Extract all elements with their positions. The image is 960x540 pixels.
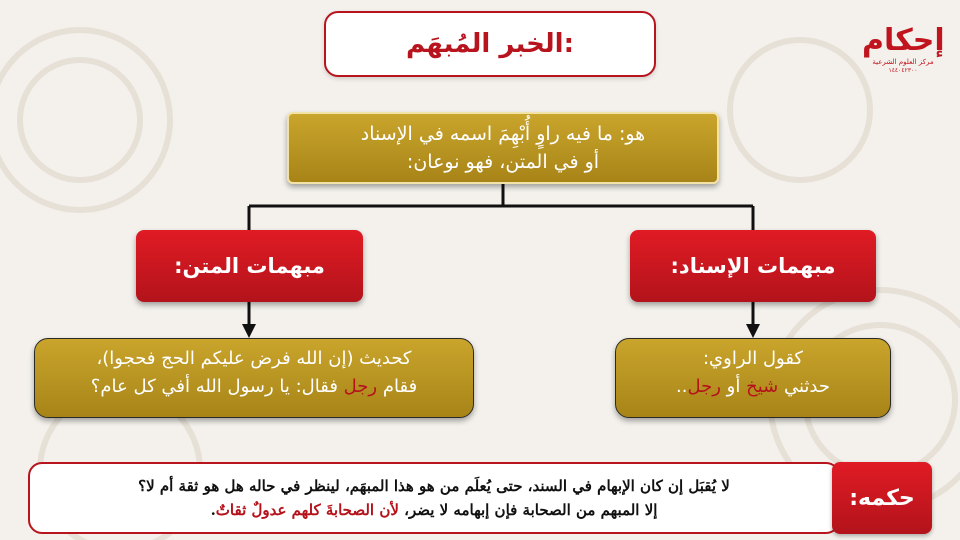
matn-example-text: فقال: يا رسول الله أفي كل عام؟	[90, 376, 344, 397]
isnad-example-text: ..	[676, 376, 688, 397]
isnad-type-box	[630, 230, 876, 302]
isnad-example-text: أو	[720, 376, 747, 397]
logo-subtitle-2: ١٤٤٠٤٢٣٠٠	[888, 67, 918, 74]
arrow-head-left	[242, 324, 256, 338]
highlight-sheikh: شيخ	[746, 376, 779, 397]
arrow-head-right	[746, 324, 760, 338]
isnad-example-line-2	[616, 373, 890, 401]
ruling-highlight: لأن الصحابةَ كلهم عدولٌ ثقاتٌ	[215, 501, 399, 519]
matn-example-text: فقام	[377, 376, 418, 397]
definition-line-1: هو: ما فيه راوٍ أُبْهِمَ اسمه في الإسناد	[360, 123, 646, 145]
definition-box	[287, 112, 719, 184]
isnad-example-text: حدثني	[778, 376, 830, 397]
matn-example-box	[34, 338, 474, 418]
matn-example-line-1: كحديث (إن الله فرض عليكم الحج فحجوا)،	[96, 348, 412, 369]
ruling-text: إلا المبهم من الصحابة فإن إبهامه لا يضر،	[398, 501, 658, 519]
isnad-type-label: مبهمات الإسناد:	[670, 254, 836, 278]
logo	[862, 18, 944, 88]
isnad-example-box	[615, 338, 891, 418]
logo-mark: إحكام	[862, 23, 945, 58]
logo-subtitle: مركز العلوم الشرعية	[872, 58, 934, 66]
page-title: الخبر المُبهَم:	[406, 29, 574, 59]
highlight-rajul: رجل	[687, 376, 721, 397]
ruling-text: .	[210, 501, 216, 519]
ruling-section	[28, 462, 932, 534]
ruling-text-box	[28, 462, 840, 534]
ruling-label: حكمه:	[849, 485, 915, 511]
definition-line-2: أو في المتن، فهو نوعان:	[406, 151, 600, 173]
ruling-line-2	[30, 498, 838, 522]
matn-example-line-2	[35, 373, 473, 401]
ruling-label-box	[832, 462, 932, 534]
matn-type-label: مبهمات المتن:	[174, 254, 325, 278]
title-box	[324, 11, 656, 77]
matn-type-box	[136, 230, 363, 302]
highlight-rajul: رجل	[343, 376, 378, 397]
isnad-example-line-1: كقول الراوي:	[702, 348, 804, 369]
ruling-line-1: لا يُقبَل إن كان الإبهام في السند، حتى يُعلَم من هو هذا المبهَم، لينظر في حاله هل هو ثقة أم لا؟	[138, 477, 730, 495]
